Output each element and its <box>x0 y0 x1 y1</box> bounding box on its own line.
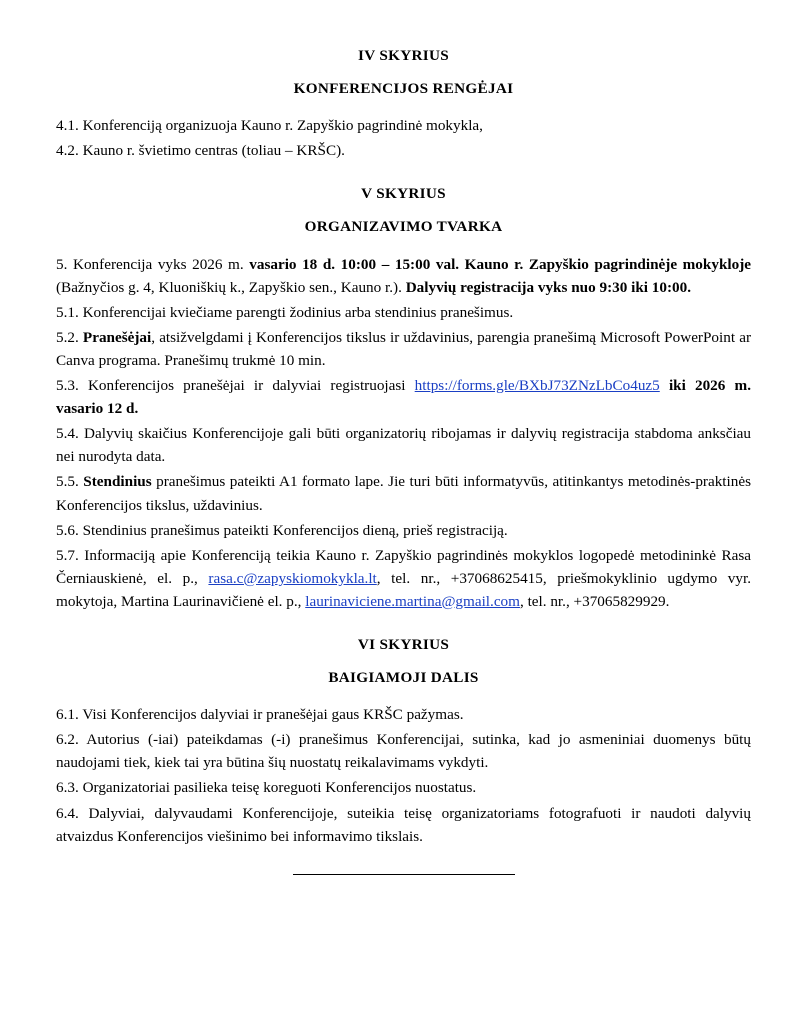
paragraph-number: 5. <box>56 255 68 273</box>
bold-run: iki 2026 m. vasario 12 d. <box>56 377 751 418</box>
paragraph-6-2 <box>56 728 751 774</box>
paragraph-text <box>56 805 751 845</box>
text-run <box>660 377 669 394</box>
paragraph-5-6 <box>56 519 751 542</box>
text-run: pranešimus pateikti A1 formato lape. Jie turi būti informatyvūs, atitinkantys metodinės-praktinės Konferencijos tikslus, uždavinius. <box>56 473 751 514</box>
paragraph-5-1 <box>56 301 751 324</box>
end-divider <box>293 874 515 875</box>
section-4-subheading: KONFERENCIJOS RENGĖJAI <box>293 80 514 98</box>
paragraph-text <box>56 377 751 417</box>
paragraph-text <box>56 547 751 610</box>
paragraph-number: 5.4. <box>56 425 79 443</box>
text-run: Dalyvių skaičius Konferencijoje gali būti organizatorių ribojamas ir dalyvių registracija stabdoma anksčiau nei nurodyta data. <box>56 425 752 466</box>
text-run: Konferencijos pranešėjai ir dalyviai registruojasi <box>87 377 415 395</box>
paragraph-text <box>83 779 477 796</box>
text-run: , atsižvelgdami į Konferencijos tikslus ir uždavinius, parengia pranešimą Microsoft PowerPoint ar Canva programa. Pranešimų trukmė 10 min. <box>56 328 751 369</box>
paragraph-4-1 <box>56 114 751 137</box>
text-run: , tel. nr., +37065829929. <box>519 592 670 610</box>
spacer <box>56 689 751 703</box>
paragraph-6-4 <box>56 802 751 848</box>
paragraph-6-3 <box>56 776 751 799</box>
paragraph-text <box>83 522 508 539</box>
spacer <box>56 239 751 253</box>
paragraph-number: 6.1. <box>56 706 79 724</box>
spacer <box>56 162 751 182</box>
inline-link[interactable]: laurinaviciene.martina@gmail.com <box>305 592 520 610</box>
paragraph-5-4 <box>56 422 751 468</box>
paragraph-number: 5.5. <box>56 473 79 491</box>
spacer <box>56 100 751 114</box>
paragraph-text: Konferenciją organizuoja Kauno r. Zapyškio pagrindinė mokykla, <box>82 117 483 135</box>
paragraph-5-7 <box>56 544 751 613</box>
paragraph-text <box>56 425 751 465</box>
text-run: Stendinius pranešimus pateikti Konferencijos dieną, prieš registraciją. <box>82 521 508 539</box>
bold-run: Dalyvių registracija vyks nuo 9:30 iki 10:00. <box>405 278 692 296</box>
text-run: Dalyviai, dalyvaudami Konferencijoje, suteikia teisę organizatoriams fotografuoti ir naudoti dalyvių atvaizdus Konferencijos viešinimo bei informavimo tikslais. <box>56 804 752 845</box>
text-run: Konferencija vyks 2026 m. <box>72 255 250 273</box>
section-6-subheading: BAIGIAMOJI DALIS <box>328 669 479 687</box>
paragraph-text <box>82 706 463 723</box>
bold-run: vasario 18 d. 10:00 – 15:00 val. Kauno r. Zapyškio pagrindinėje mokykloje <box>249 255 752 273</box>
paragraph-number: 4.1. <box>56 117 79 135</box>
paragraph-number: 6.2. <box>56 731 79 749</box>
text-run: Organizatoriai pasilieka teisę koreguoti Konferencijos nuostatus. <box>82 779 477 797</box>
paragraph-text <box>56 256 751 296</box>
section-5-heading: V SKYRIUS <box>361 185 446 203</box>
paragraph-text <box>83 304 514 321</box>
paragraph-number: 5.2. <box>56 328 79 346</box>
paragraph-text <box>56 731 751 771</box>
section-4-heading: IV SKYRIUS <box>358 47 449 64</box>
paragraph-number: 5.1. <box>56 303 79 321</box>
spacer <box>56 613 751 633</box>
paragraph-number: 4.2. <box>56 142 79 160</box>
bold-run: Pranešėjai <box>82 328 152 346</box>
text-run: Autorius (-iai) pateikdamas (-i) pranešimus Konferencijai, sutinka, kad jo asmeniniai duomenys būtų naudojami tiek, kiek tai yra būtina šių nuostatų reikalavimams vykdyti. <box>56 731 751 772</box>
paragraph-5-3 <box>56 374 751 420</box>
paragraph-5-5 <box>56 470 751 516</box>
bold-run: Stendinius <box>83 473 152 491</box>
paragraph-text <box>56 329 751 369</box>
section-5-subheading: ORGANIZAVIMO TVARKA <box>304 218 503 236</box>
text-run: Konferencijai kviečiame parengti žodinius arba stendinius pranešimus. <box>82 303 514 321</box>
paragraph-text <box>56 473 751 513</box>
inline-link[interactable]: rasa.c@zapyskiomokykla.lt <box>208 569 377 587</box>
paragraph-6-1 <box>56 703 751 726</box>
paragraph-text: Kauno r. švietimo centras (toliau – KRŠC). <box>82 142 345 160</box>
paragraph-4-2 <box>56 139 751 162</box>
text-run: , tel. nr., +37068625415, priešmokyklinio ugdymo vyr. mokytoja, Martina Laurinavičienė el. p., <box>56 569 751 610</box>
paragraph-number: 6.4. <box>56 804 79 822</box>
text-run: Informaciją apie Konferenciją teikia Kauno r. Zapyškio pagrindinės mokyklos logopedė metodininkė Rasa Černiauskienė, el. p., <box>56 546 752 587</box>
paragraph-number: 5.6. <box>56 521 79 539</box>
paragraph-5 <box>56 253 751 299</box>
text-run: Visi Konferencijos dalyviai ir pranešėjai gaus KRŠC pažymas. <box>82 706 464 724</box>
paragraph-number: 6.3. <box>56 779 79 797</box>
section-6-heading: VI SKYRIUS <box>357 635 450 653</box>
paragraph-number: 5.7. <box>56 546 79 564</box>
text-run: (Bažnyčios g. 4, Kluoniškių k., Zapyškio sen., Kauno r.). <box>56 278 406 296</box>
paragraph-number: 5.3. <box>56 377 79 395</box>
inline-link[interactable]: https://forms.gle/BXbJ73ZNzLbCo4uz5 <box>414 377 660 395</box>
paragraph-5-2 <box>56 326 751 372</box>
